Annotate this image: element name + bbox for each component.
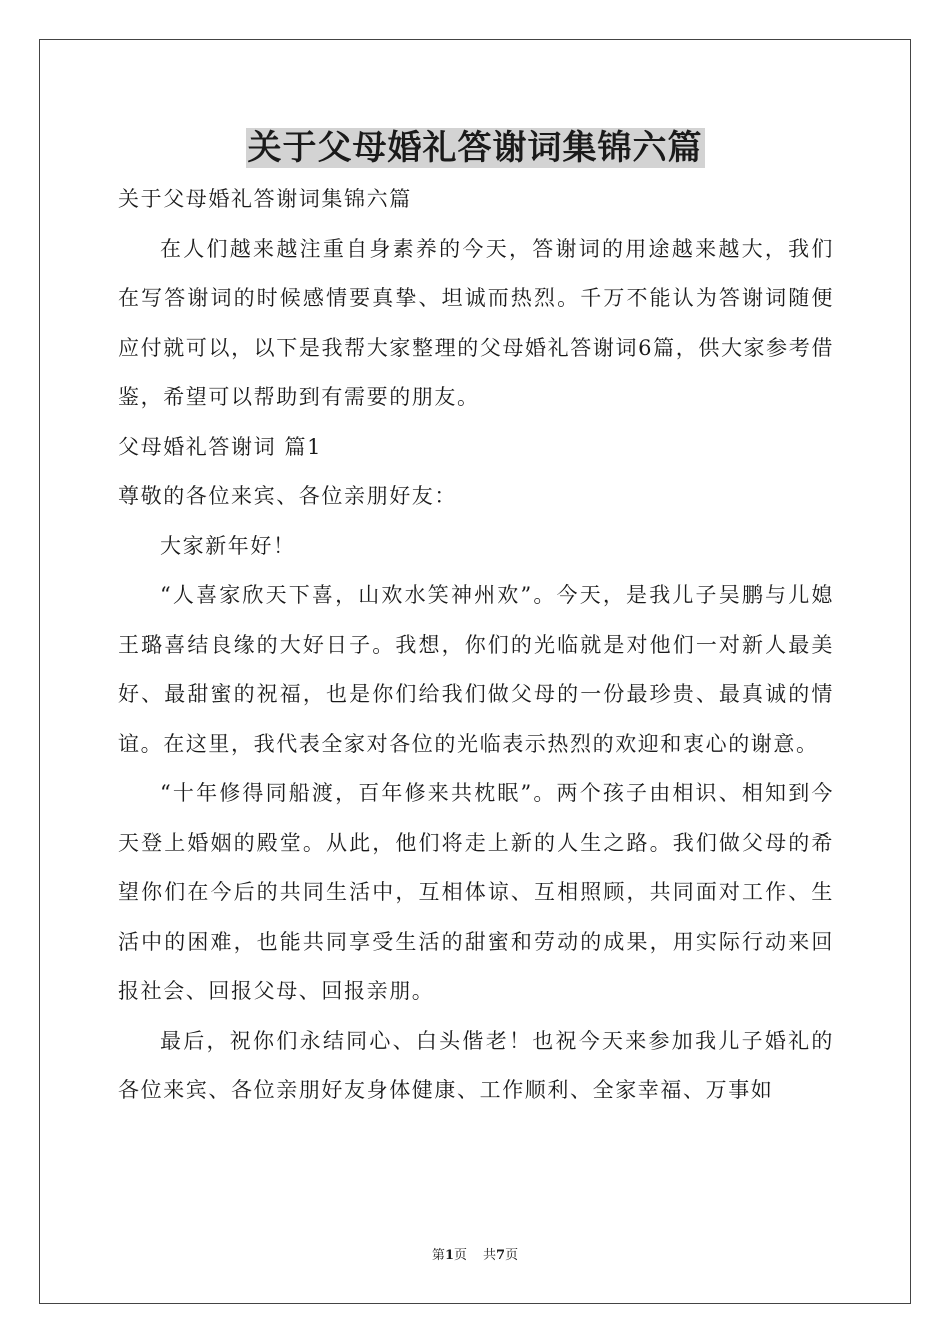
body-paragraph: 最后，祝你们永结同心、白头偕老！也祝今天来参加我儿子婚礼的各位来宾、各位亲朋好友身体健康、工作顺利、全家幸福、万事如 <box>118 1028 834 1102</box>
document-title-text: 关于父母婚礼答谢词集锦六篇 <box>247 128 703 168</box>
salutation: 尊敬的各位来宾、各位亲朋好友： <box>118 484 457 508</box>
total-pages: 7 <box>496 1248 506 1263</box>
page-prefix: 第 <box>431 1248 445 1263</box>
page-number: 1 <box>444 1248 454 1263</box>
body-paragraph: “人喜家欣天下喜，山欢水笑神州欢”。今天，是我儿子吴鹏与儿媳王璐喜结良缘的大好日子。我想，你们的光临就是对他们一对新人最美好、最甜蜜的祝福，也是你们给我们做父母的一份最珍贵、最真诚的情谊。在这里，我代表全家对各位的光临表示热烈的欢迎和衷心的谢意。 <box>118 583 834 756</box>
document-title <box>0 126 950 170</box>
total-prefix: 共 <box>483 1248 497 1263</box>
total-suffix: 页 <box>505 1248 519 1263</box>
intro-paragraph: 在人们越来越注重自身素养的今天，答谢词的用途越来越大，我们在写答谢词的时候感情要真挚、坦诚而热烈。千万不能认为答谢词随便应付就可以，以下是我帮大家整理的父母婚礼答谢词6篇，供大家参考借鉴，希望可以帮助到有需要的朋友。 <box>118 236 834 409</box>
document-body <box>118 175 834 1116</box>
section-heading: 父母婚礼答谢词 篇1 <box>118 434 323 459</box>
greeting: 大家新年好！ <box>160 533 296 558</box>
page-suffix: 页 <box>453 1248 467 1263</box>
body-paragraph: “十年修得同船渡，百年修来共枕眠”。两个孩子由相识、相知到今天登上婚姻的殿堂。从此，他们将走上新的人生之路。我们做父母的希望你们在今后的共同生活中，互相体谅、互相照顾，共同面对工作、生活中的困难，也能共同享受生活的甜蜜和劳动的成果，用实际行动来回报社会、回报父母、回报亲朋。 <box>118 781 834 1003</box>
page-footer <box>0 1248 950 1264</box>
subtitle-line: 关于父母婚礼答谢词集锦六篇 <box>118 187 412 211</box>
